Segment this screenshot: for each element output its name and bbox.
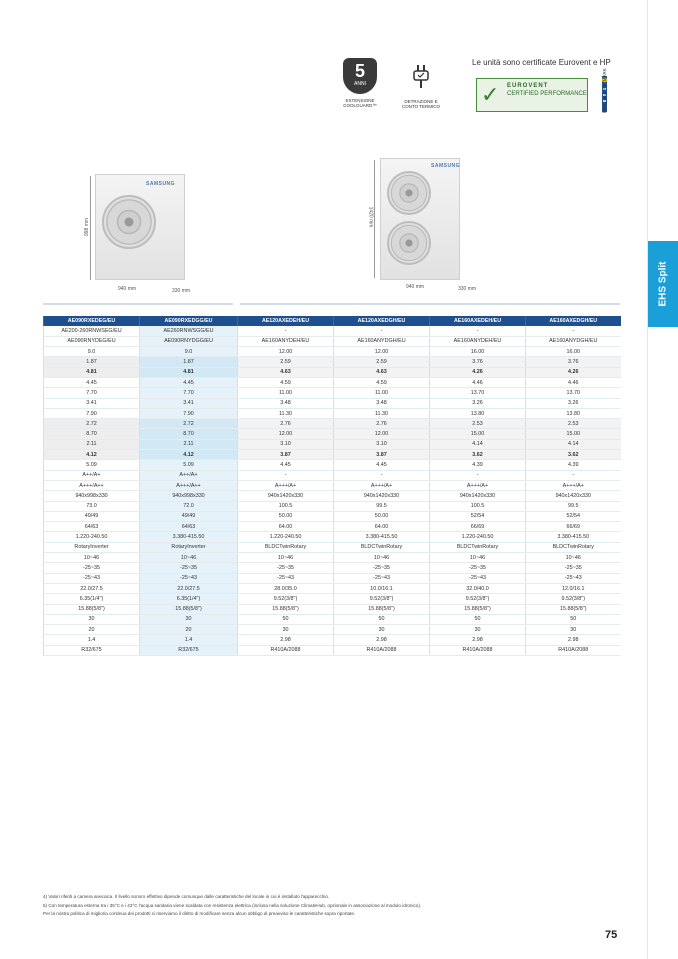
table-cell: RotaryInverter [140,542,238,552]
table-cell: RotaryInverter [44,542,140,552]
table-cell: 2.53 [526,419,621,429]
outdoor-unit-image-small [95,174,185,280]
table-cell: 2.11 [140,439,238,449]
table-cell: 50 [526,614,621,624]
table-cell: - [238,470,334,480]
table-cell: 11.00 [334,388,430,398]
table-cell: 4.45 [44,377,140,387]
table-cell: 3.26 [526,398,621,408]
table-cell: 4.46 [526,377,621,387]
table-cell: 4.81 [44,367,140,377]
table-cell: 1.87 [44,357,140,367]
table-cell: 4.63 [334,367,430,377]
table-cell: 3.10 [238,439,334,449]
table-cell: 11.30 [238,408,334,418]
table-row [44,377,621,387]
table-cell: 4.26 [526,367,621,377]
table-cell: R410A/2088 [238,645,334,655]
table-cell: AE090RNYDEG/EU [44,336,140,346]
table-cell: 49/49 [44,511,140,521]
table-cell: 66/69 [526,522,621,532]
table-cell: 12.00 [334,429,430,439]
certification-title: Le unità sono certificate Eurovent e HP [472,58,611,67]
table-cell: 3.41 [140,398,238,408]
depth-dimension-label: 330 mm [458,286,477,292]
table-cell: 99.5 [334,501,430,511]
table-cell: 50 [430,614,526,624]
table-cell: 9.52(3/8") [430,594,526,604]
unit-brand: SAMSUNG [431,163,461,169]
table-cell: 16.00 [526,347,621,357]
table-cell: 20 [44,625,140,635]
table-cell: 30 [334,625,430,635]
table-cell: 3.48 [238,398,334,408]
outdoor-unit-image-large [380,158,460,280]
table-cell: 28.0/35.0 [238,583,334,593]
table-cell: BLDCTwinRotary [526,542,621,552]
table-cell: A++/A+ [140,470,238,480]
table-row [44,347,621,357]
table-cell: 49/49 [140,511,238,521]
table-cell: 2.59 [334,357,430,367]
table-cell: BLDCTwinRotary [430,542,526,552]
table-row [44,480,621,490]
table-cell: 13.80 [526,408,621,418]
table-cell: 50.00 [334,511,430,521]
table-cell: 3.87 [334,450,430,460]
table-cell: 4.45 [334,460,430,470]
table-cell: AE160ANYDGH/EU [526,336,621,346]
table-cell: BLDCTwinRotary [334,542,430,552]
table-cell: 3.41 [44,398,140,408]
heat-pump-keymark-logo [594,68,608,114]
table-cell: 30 [44,614,140,624]
table-cell: 100.5 [238,501,334,511]
table-cell: -25~35 [44,563,140,573]
table-cell: 2.98 [430,635,526,645]
warranty-caption: ESTENSIONE COOLGUARD™ [343,98,377,108]
table-cell: 3.76 [526,357,621,367]
table-cell: 10~46 [44,553,140,563]
table-cell: 10~46 [334,553,430,563]
height-dimension-line [374,160,375,278]
table-cell: 15.88(5/8") [140,604,238,614]
table-cell: 9.0 [44,347,140,357]
table-row [44,563,621,573]
height-dimension-label: 1420 mm [367,206,374,228]
table-cell: - [526,470,621,480]
table-row [44,419,621,429]
eurovent-name: EUROVENT [507,83,549,89]
table-cell: 4.39 [526,460,621,470]
table-cell: 30 [430,625,526,635]
table-cell: 15.00 [430,429,526,439]
table-cell: R32/675 [140,645,238,655]
table-row [44,470,621,480]
fan-icon [387,221,431,265]
table-cell: AE160ANYDEH/EU [430,336,526,346]
table-cell: -25~43 [430,573,526,583]
table-row [44,583,621,593]
table-cell: A+++/A++ [140,480,238,490]
table-cell: 2.59 [238,357,334,367]
table-cell: 2.72 [44,419,140,429]
column-header: AE090RXEDEG/EU [44,316,140,326]
table-cell: 10~46 [430,553,526,563]
table-cell: 940x1420x330 [526,491,621,501]
table-cell: -25~43 [238,573,334,583]
footnote-4: 4) Valori riferiti a camera anecoica. Il livello sonoro effettivo dipende comunque dalle caratteristiche del locale in cui è installato l'apparecchio. [43,894,330,899]
table-cell: 4.81 [140,367,238,377]
table-cell: 52/54 [526,511,621,521]
table-cell: 22.0/27.5 [44,583,140,593]
table-cell: 2.98 [334,635,430,645]
table-cell: - [238,326,334,336]
table-row [44,522,621,532]
eurovent-subtitle: CERTIFIED PERFORMANCE [507,91,587,97]
warranty-unit: ANNI [354,81,366,87]
table-cell: AE160ANYDEH/EU [238,336,334,346]
table-cell: BLDCTwinRotary [238,542,334,552]
table-cell: 1.4 [44,635,140,645]
footnote-disclaimer: Per la nostra politica di miglioria continua dei prodotti ci riserviamo il diritto di modificare senza alcun obbligo di preavviso le caratteristiche sopra riportate. [43,911,356,916]
plug-icon [411,64,431,90]
table-row [44,553,621,563]
table-cell: - [526,326,621,336]
table-cell: 7.70 [140,388,238,398]
table-cell: 4.12 [140,450,238,460]
table-cell: R410A/2088 [430,645,526,655]
table-cell: 1.4 [140,635,238,645]
table-cell: 15.88(5/8") [238,604,334,614]
table-cell: 3.380-415.50 [334,532,430,542]
table-cell: 10.0/16.1 [334,583,430,593]
table-cell: 1.220-240.50 [430,532,526,542]
table-cell: 9.52(3/8") [334,594,430,604]
table-cell: - [334,326,430,336]
table-cell: 3.62 [526,450,621,460]
section-tab[interactable] [648,241,678,327]
table-cell: 1.220-240.50 [44,532,140,542]
table-cell: 4.26 [430,367,526,377]
width-dimension-label: 940 mm [406,284,425,290]
table-cell: 10~46 [238,553,334,563]
table-cell: 13.70 [526,388,621,398]
table-cell: 4.14 [526,439,621,449]
table-cell: 4.45 [238,460,334,470]
column-header: AE120AXEDEH/EU [238,316,334,326]
table-cell: 16.00 [430,347,526,357]
table-cell: 3.62 [430,450,526,460]
table-cell: 15.88(5/8") [526,604,621,614]
table-cell: R410A/2088 [526,645,621,655]
table-cell: 32.0/40.0 [430,583,526,593]
table-row [44,398,621,408]
table-cell: -25~35 [430,563,526,573]
table-row [44,542,621,552]
table-cell: 12.00 [238,347,334,357]
table-cell: A+++/A+ [238,480,334,490]
table-cell: 50.00 [238,511,334,521]
table-cell: 3.10 [334,439,430,449]
table-cell: -25~43 [526,573,621,583]
section-tab-label: EHS Split [657,261,669,307]
table-cell: - [334,470,430,480]
eurovent-check-icon: ✓ [481,82,500,107]
table-row [44,388,621,398]
shield-icon [343,58,377,94]
table-cell: 2.53 [430,419,526,429]
table-cell: 50 [334,614,430,624]
heat-pump-text: heat pump KEYMARK [601,68,607,113]
table-row [44,594,621,604]
height-dimension-line [90,176,91,280]
table-cell: 15.00 [526,429,621,439]
table-cell: 12.0/16.1 [526,583,621,593]
table-cell: AE200-260RNWSEG/EU [44,326,140,336]
table-cell: 12.00 [334,347,430,357]
table-cell: 2.11 [44,439,140,449]
table-cell: 4.12 [44,450,140,460]
table-cell: 11.00 [238,388,334,398]
table-cell: A+++/A+ [334,480,430,490]
table-row [44,357,621,367]
table-cell: A+++/A+ [526,480,621,490]
page-number: 75 [605,929,618,941]
table-cell: A++/A+ [44,470,140,480]
specifications-table [43,316,621,656]
table-cell: 73.0 [44,501,140,511]
warranty-badge [338,58,382,108]
footnotes [43,893,603,919]
table-cell: 940x1420x330 [430,491,526,501]
table-cell: - [430,326,526,336]
table-row [44,635,621,645]
table-cell: 100.5 [430,501,526,511]
table-cell: 7.90 [44,408,140,418]
table-cell: 12.00 [238,429,334,439]
table-cell: 9.52(3/8") [238,594,334,604]
table-cell: 3.380-415.50 [140,532,238,542]
table-row [44,501,621,511]
table-cell: 2.76 [238,419,334,429]
table-cell: 940x998x330 [140,491,238,501]
table-row [44,491,621,501]
table-cell: 4.46 [430,377,526,387]
table-row [44,573,621,583]
table-cell: -25~43 [334,573,430,583]
footnote-5: 5) Con temperatura esterna tra i 35°C e i 43°C l'acqua sanitaria viene scaldata con resistenza elettrica (inclusa nella soluzione ClimateHub, opzionale in associazione al modulo idronico). [43,902,422,908]
table-cell: 30 [526,625,621,635]
table-cell: 64/63 [44,522,140,532]
fan-icon [102,195,156,249]
table-cell: 3.48 [334,398,430,408]
table-cell: 4.59 [334,377,430,387]
table-cell: 3.380-415.50 [526,532,621,542]
table-cell: 4.45 [140,377,238,387]
table-row [44,614,621,624]
table-cell: 3.87 [238,450,334,460]
table-cell: 1.87 [140,357,238,367]
table-cell: 52/54 [430,511,526,521]
warranty-years: 5 [354,61,365,81]
table-cell: 15.88(5/8") [334,604,430,614]
table-cell: 940x1420x330 [334,491,430,501]
table-row [44,450,621,460]
table-row [44,439,621,449]
table-cell: 9.0 [140,347,238,357]
table-cell: 4.63 [238,367,334,377]
column-header: AE160AXEDEH/EU [430,316,526,326]
tax-badge [398,64,444,109]
table-cell: 7.90 [140,408,238,418]
tax-caption: DETRAZIONE E CONTO TERMICO [401,99,441,109]
table-cell: 10~46 [140,553,238,563]
table-row [44,532,621,542]
section-divider [43,303,233,305]
depth-dimension-label: 330 mm [172,288,191,294]
table-cell: -25~43 [140,573,238,583]
table-row [44,645,621,655]
table-cell: 2.76 [334,419,430,429]
eurovent-logo [476,78,588,112]
table-cell: -25~35 [526,563,621,573]
table-cell: AE260RNWSGG/EU [140,326,238,336]
table-cell: 4.39 [430,460,526,470]
table-header-row [44,316,621,326]
table-cell: 2.98 [526,635,621,645]
table-cell: 7.70 [44,388,140,398]
table-cell: A+++/A+ [430,480,526,490]
table-cell: 940x1420x330 [238,491,334,501]
table-cell: 72.0 [140,501,238,511]
margin-line [647,0,648,959]
table-cell: 10~46 [526,553,621,563]
table-cell: -25~35 [334,563,430,573]
table-row [44,408,621,418]
table-row [44,326,621,336]
table-cell: -25~43 [44,573,140,583]
table-row [44,604,621,614]
table-cell: 8.70 [140,429,238,439]
table-cell: 15.88(5/8") [44,604,140,614]
table-cell: 64.00 [334,522,430,532]
table-cell: -25~35 [140,563,238,573]
table-cell: 15.88(5/8") [430,604,526,614]
table-cell: 1.220-240.50 [238,532,334,542]
table-cell: 5.09 [140,460,238,470]
table-cell: 50 [238,614,334,624]
table-cell: A+++/A++ [44,480,140,490]
unit-brand: SAMSUNG [146,181,176,187]
table-cell: 30 [140,614,238,624]
table-cell: 4.14 [430,439,526,449]
table-cell: 6.35(1/4") [140,594,238,604]
table-cell: - [430,470,526,480]
table-cell: 2.98 [238,635,334,645]
table-cell: 3.26 [430,398,526,408]
table-cell: AE090RNYDGG/EU [140,336,238,346]
table-cell: 64/63 [140,522,238,532]
table-row [44,367,621,377]
table-cell: 940x998x330 [44,491,140,501]
table-cell: 5.09 [44,460,140,470]
column-header: AE120AXEDGH/EU [334,316,430,326]
table-cell: AE160ANYDGH/EU [334,336,430,346]
column-header: AE090RXEDGG/EU [140,316,238,326]
width-dimension-label: 940 mm [118,286,137,292]
table-cell: -25~35 [238,563,334,573]
table-cell: 64.00 [238,522,334,532]
table-row [44,625,621,635]
table-row [44,336,621,346]
table-cell: 66/69 [430,522,526,532]
table-cell: 11.30 [334,408,430,418]
table-cell: 6.35(1/4") [44,594,140,604]
height-dimension-label: 998 mm [84,217,91,237]
table-cell: 9.52(3/8") [526,594,621,604]
table-cell: R410A/2088 [334,645,430,655]
table-cell: 22.0/27.5 [140,583,238,593]
table-cell: 30 [238,625,334,635]
table-cell: 99.5 [526,501,621,511]
table-cell: 20 [140,625,238,635]
table-row [44,429,621,439]
fan-icon [387,171,431,215]
column-header: AE160AXEDGH/EU [526,316,621,326]
table-cell: 8.70 [44,429,140,439]
table-cell: R32/675 [44,645,140,655]
table-cell: 3.76 [430,357,526,367]
table-cell: 13.70 [430,388,526,398]
table-cell: 2.72 [140,419,238,429]
table-row [44,460,621,470]
table-cell: 13.80 [430,408,526,418]
table-cell: 4.59 [238,377,334,387]
section-divider [240,303,620,305]
table-row [44,511,621,521]
